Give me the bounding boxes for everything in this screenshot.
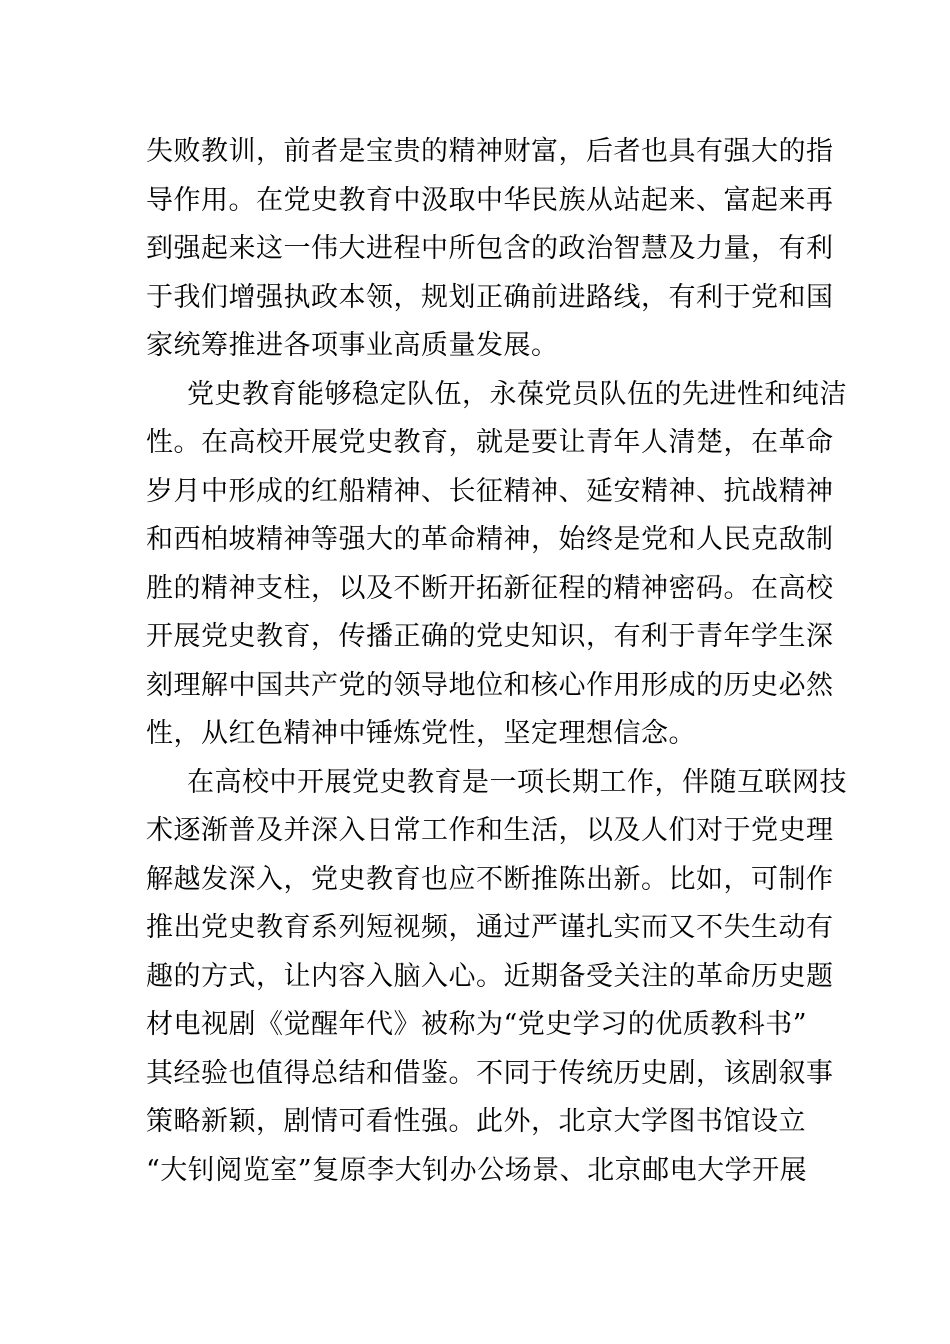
text-line: 解越发深入，党史教育也应不断推陈出新。比如，可制作: [146, 863, 834, 895]
text-line: 和西柏坡精神等强大的革命精神，始终是党和人民克敌制: [146, 524, 834, 555]
text-line: 开展党史教育，传播正确的党史知识，有利于青年学生深: [146, 621, 834, 652]
text-line: 其经验也值得总结和借鉴。不同于传统历史剧，该剧叙事: [146, 1057, 834, 1089]
text-line: 材电视剧《觉醒年代》被称为“党史学习的优质教科书”: [146, 1009, 808, 1040]
text-line: 到强起来这一伟大进程中所包含的政治智慧及力量，有利: [146, 233, 834, 264]
text-line: 术逐渐普及并深入日常工作和生活，以及人们对于党史理: [146, 815, 834, 846]
paragraph-1: [146, 128, 834, 371]
text-line: 家统筹推进各项事业高质量发展。: [146, 330, 559, 361]
text-line: 党史教育能够稳定队伍，永葆党员队伍的先进性和纯洁: [187, 378, 847, 410]
body-text: [146, 128, 847, 1195]
text-line: 趣的方式，让内容入脑入心。近期备受关注的革命历史题: [146, 960, 834, 992]
text-line: 性。在高校开展党史教育，就是要让青年人清楚，在革命: [146, 427, 834, 458]
text-line: 性，从红色精神中锤炼党性，坚定理想信念。: [146, 718, 696, 749]
text-line: 岁月中形成的红船精神、长征精神、延安精神、抗战精神: [146, 475, 834, 507]
text-line: 于我们增强执政本领，规划正确前进路线，有利于党和国: [146, 281, 834, 313]
text-line: 策略新颖，剧情可看性强。此外，北京大学图书馆设立: [146, 1106, 806, 1137]
text-line: 推出党史教育系列短视频，通过严谨扎实而又不失生动有: [146, 912, 834, 943]
text-line: 胜的精神支柱，以及不断开拓新征程的精神密码。在高校: [146, 572, 834, 604]
text-line: 刻理解中国共产党的领导地位和核心作用形成的历史必然: [146, 669, 834, 701]
text-line: 在高校中开展党史教育是一项长期工作，伴随互联网技: [187, 766, 847, 798]
text-line: 导作用。在党史教育中汲取中华民族从站起来、富起来再: [146, 184, 834, 216]
paragraph-2: [146, 371, 847, 759]
text-line: “大钊阅览室”复原李大钊办公场景、北京邮电大学开展: [146, 1154, 808, 1186]
paragraph-3: [146, 759, 847, 1196]
text-line: 失败教训，前者是宝贵的精神财富，后者也具有强大的指: [146, 136, 834, 167]
